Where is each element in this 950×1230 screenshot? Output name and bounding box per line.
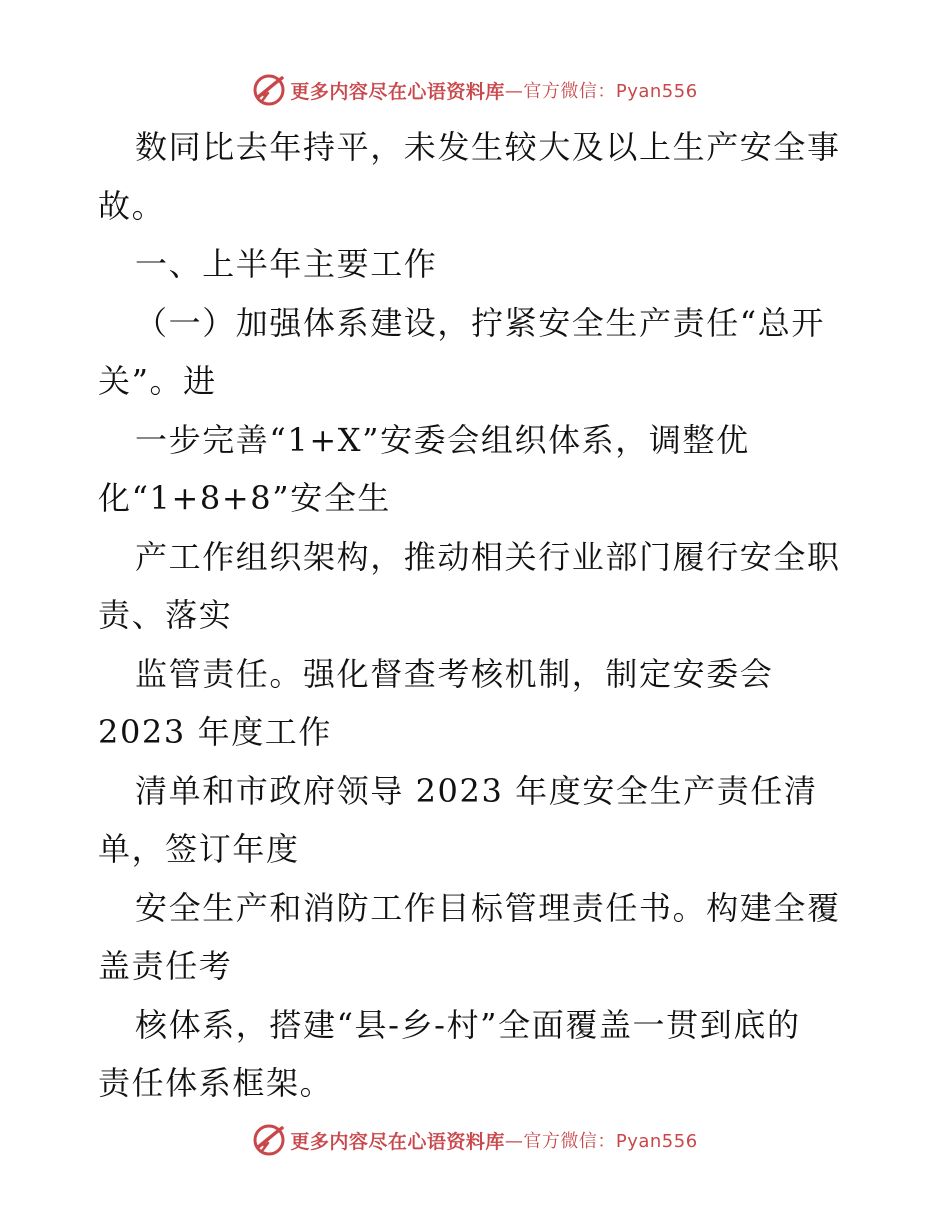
text-line: 产工作组织架构，推动相关行业部门履行安全职 [135,538,841,576]
text-line: 一步完善“1+X”安委会组织体系，调整优 [135,421,750,459]
text-line: 故。 [98,187,166,225]
text-line: 数同比去年持平，未发生较大及以上生产安全事 [135,128,841,166]
text-line: 责、落实 [98,596,233,634]
text-line: 关”。进 [98,362,217,400]
text-line: 责任体系框架。 [98,1064,334,1102]
watermark-contact: —官方微信：Pyan556 [504,81,698,102]
text-line: 核体系，搭建“县-乡-村”全面覆盖一贯到底的 [135,1006,801,1044]
text-line: 安全生产和消防工作目标管理责任书。构建全覆 [135,889,841,927]
text-line: 盖责任考 [98,947,233,985]
text-line: 2023 年度工作 [98,713,333,751]
text-line: 单，签订年度 [98,830,300,868]
section-heading: 一、上半年主要工作 [135,245,438,283]
pen-logo-icon [252,1123,286,1157]
subsection-heading: （一）加强体系建设，拧紧安全生产责任“总开 [135,304,825,342]
text-line: 化“1+8+8”安全生 [98,479,392,517]
header-watermark [0,70,950,110]
footer-watermark [0,1120,950,1160]
watermark-brand: 更多内容尽在心语资料库 [290,80,505,103]
watermark-contact: —官方微信：Pyan556 [504,1131,698,1152]
text-line: 监管责任。强化督查考核机制，制定安委会 [135,655,774,693]
pen-logo-icon [252,73,286,107]
text-line: 清单和市政府领导 2023 年度安全生产责任清 [135,772,818,810]
watermark-brand: 更多内容尽在心语资料库 [290,1130,505,1153]
